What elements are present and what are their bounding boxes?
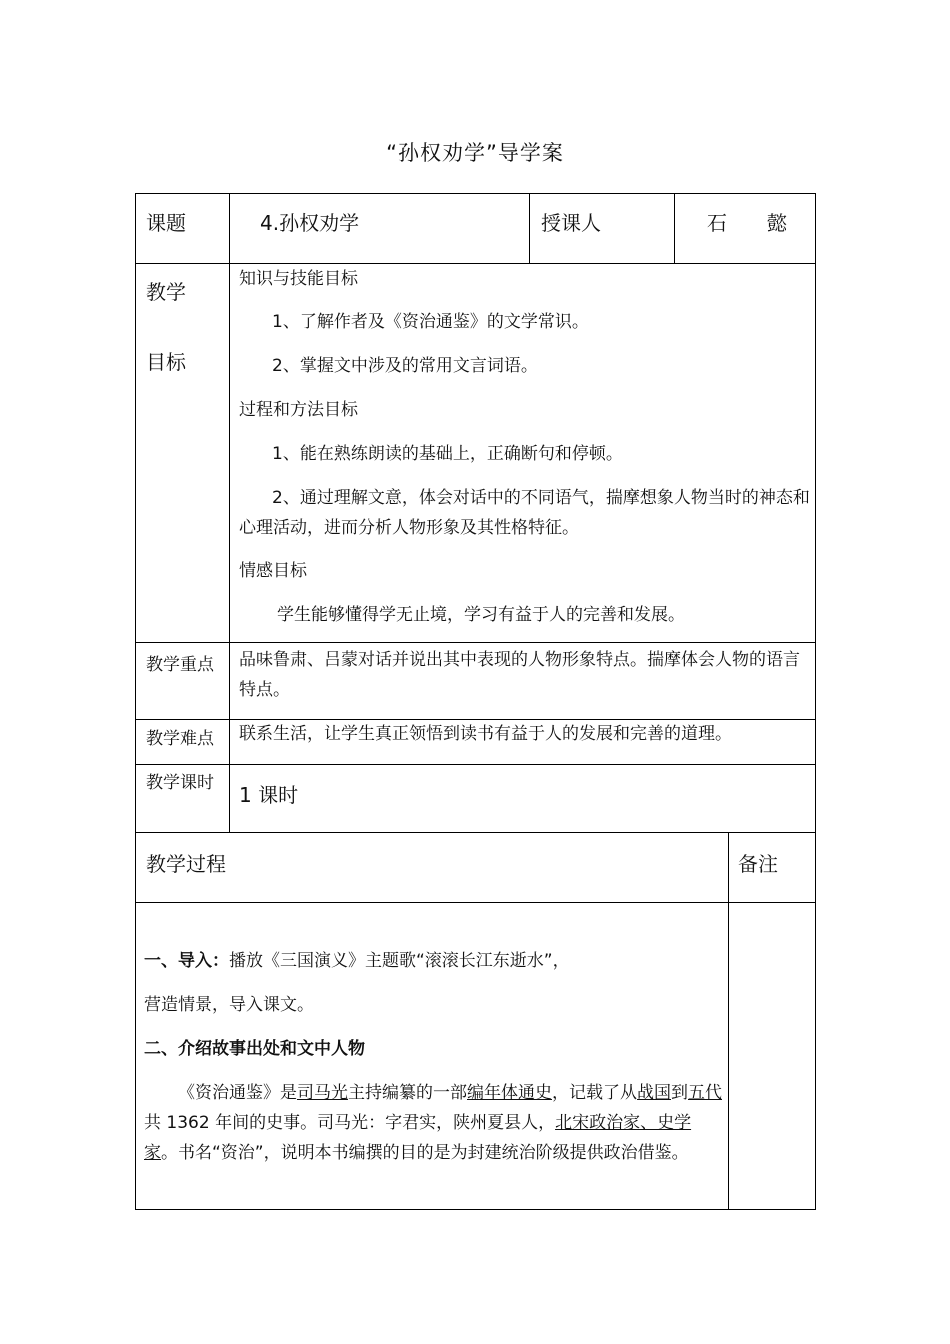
table-border bbox=[135, 193, 136, 1210]
table-border bbox=[135, 832, 816, 833]
text-run: 共 1362 年间的史事。司马光：字君实，陕州夏县人， bbox=[144, 1113, 556, 1133]
goals-section-title: 过程和方法目标 bbox=[239, 400, 358, 420]
periods-label: 教学课时 bbox=[146, 773, 214, 793]
goals-item: 2、掌握文中涉及的常用文言词语。 bbox=[272, 356, 538, 376]
table-border bbox=[135, 764, 816, 765]
page-title: “孙权劝学”导学案 bbox=[386, 141, 564, 165]
intro-paragraph bbox=[144, 1078, 722, 1168]
process-label: 教学过程 bbox=[146, 852, 226, 876]
goals-item: 1、了解作者及《资治通鉴》的文学常识。 bbox=[272, 312, 589, 332]
step2-title: 二、介绍故事出处和文中人物 bbox=[144, 1039, 365, 1059]
topic-value: 4.孙权劝学 bbox=[260, 211, 360, 235]
goals-section-title: 知识与技能目标 bbox=[239, 269, 358, 289]
underlined-term: 司马光 bbox=[297, 1083, 348, 1103]
teacher-label: 授课人 bbox=[541, 211, 601, 235]
goals-item: 2、通过理解文意，体会对话中的不同语气，揣摩想象人物当时的神态和心理活动，进而分析人物形象及其性格特征。 bbox=[239, 488, 810, 538]
underlined-term: 编年体通史 bbox=[467, 1083, 552, 1103]
step1-title: 一、导入： bbox=[144, 951, 229, 971]
goals-label-line2: 目标 bbox=[146, 350, 186, 374]
text-run: 。书名“资治”，说明本书编撰的目的是为封建统治阶级提供政治借鉴。 bbox=[161, 1143, 689, 1163]
table-border bbox=[135, 642, 816, 643]
process-content bbox=[144, 946, 722, 1168]
goals-section-title: 情感目标 bbox=[239, 561, 307, 581]
text-run: 到 bbox=[671, 1083, 688, 1103]
table-border bbox=[674, 193, 675, 263]
text-run: 《资治通鉴》是 bbox=[178, 1083, 297, 1103]
topic-label: 课题 bbox=[146, 211, 186, 235]
goals-item: 学生能够懂得学无止境，学习有益于人的完善和发展。 bbox=[277, 605, 685, 625]
goals-content bbox=[239, 263, 811, 630]
table-border bbox=[135, 902, 816, 903]
step1-text: 播放《三国演义》主题歌“滚滚长江东逝水”， bbox=[229, 951, 570, 971]
table-border bbox=[529, 193, 530, 263]
table-border bbox=[135, 193, 816, 194]
key-points-value: 品味鲁肃、吕蒙对话并说出其中表现的人物形象特点。揣摩体会人物的语言特点。 bbox=[239, 650, 800, 700]
table-border bbox=[728, 832, 729, 1209]
difficulties-value: 联系生活，让学生真正领悟到读书有益于人的发展和完善的道理。 bbox=[239, 724, 732, 744]
text-run: 主持编纂的一部 bbox=[348, 1083, 467, 1103]
text-run: ，记载了从 bbox=[552, 1083, 637, 1103]
teacher-value: 石 懿 bbox=[707, 211, 787, 235]
table-border bbox=[135, 1209, 816, 1210]
underlined-term: 北宋政治家、史学家 bbox=[144, 1113, 692, 1163]
goals-label-line1: 教学 bbox=[146, 280, 186, 304]
difficulties-label: 教学难点 bbox=[146, 729, 214, 749]
notes-label: 备注 bbox=[738, 852, 778, 876]
periods-value: 1 课时 bbox=[239, 783, 299, 807]
table-border bbox=[815, 193, 816, 1210]
goals-item: 1、能在熟练朗读的基础上，正确断句和停顿。 bbox=[272, 444, 623, 464]
step1-line bbox=[144, 946, 722, 976]
table-border bbox=[229, 193, 230, 832]
underlined-term: 五代 bbox=[688, 1083, 722, 1103]
underlined-term: 战国 bbox=[637, 1083, 671, 1103]
key-points-label: 教学重点 bbox=[146, 655, 214, 675]
step1-line2: 营造情景，导入课文。 bbox=[144, 995, 314, 1015]
